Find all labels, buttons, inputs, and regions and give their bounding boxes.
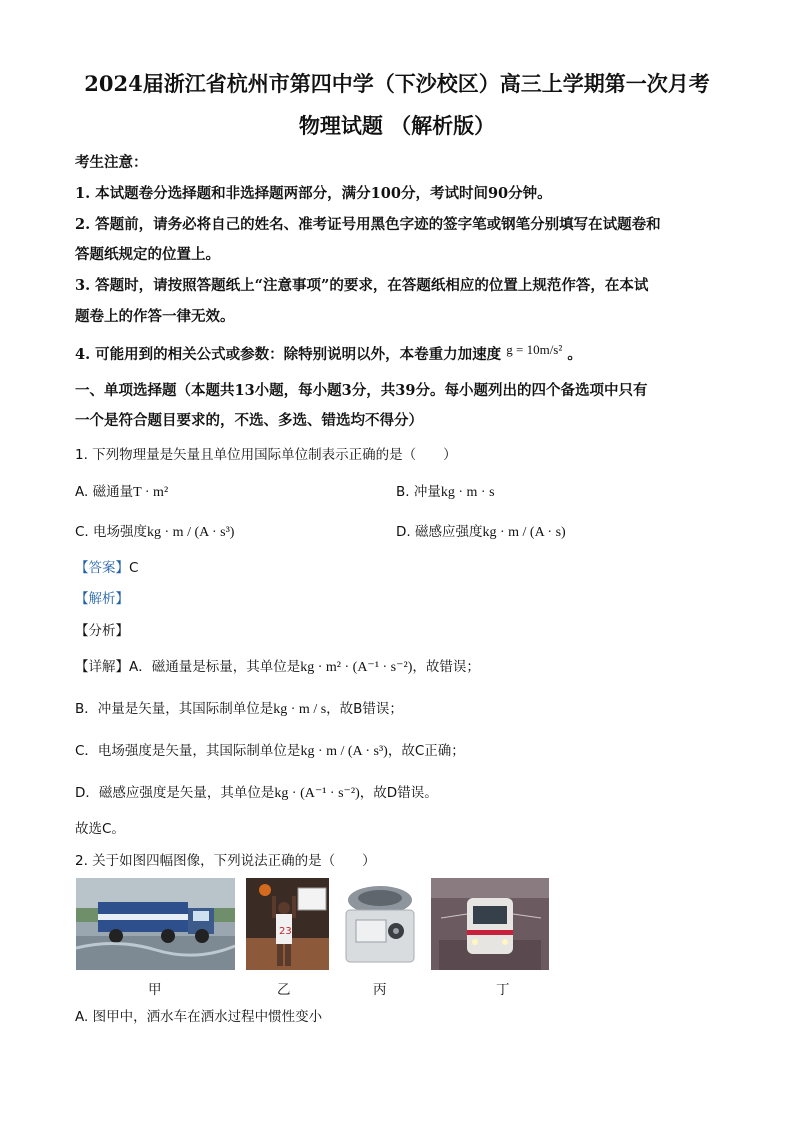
- q1-option-a-unit: T · m²: [133, 485, 169, 500]
- detail-b-text: B．冲量是矢量，其国际制单位是: [75, 701, 274, 717]
- q1-detail-c: [75, 739, 465, 760]
- q1-option-d-label: D. 磁感应强度: [396, 524, 483, 540]
- image-sprinkler-truck: [76, 878, 235, 970]
- q1-option-b-unit: kg · m · s: [440, 485, 495, 500]
- notice-item-4-text: 4. 可能用到的相关公式或参数：除特别说明以外，本卷重力加速度: [75, 346, 502, 363]
- q1-option-b: [396, 480, 495, 501]
- notice-heading: 考生注意：: [75, 154, 148, 171]
- q1-answer: [75, 556, 138, 576]
- notice-item-2b: 答题纸规定的位置上。: [75, 246, 220, 263]
- caption-bing: 丙: [373, 982, 387, 998]
- q2-stem: 2. 关于如图四幅图像，下列说法正确的是（ ）: [75, 853, 376, 869]
- q1-option-c-label: C. 电场强度: [75, 524, 148, 540]
- detail-d-unit: kg · (A⁻¹ · s⁻²): [274, 786, 360, 801]
- detail-a-text: A．磁通量是标量，其单位是: [129, 659, 301, 675]
- image-basketball-player: [246, 878, 329, 970]
- detail-tag: 【详解】: [75, 659, 129, 675]
- notice-item-4-end: 。: [567, 346, 582, 363]
- section-1-line-2: 一个是符合题目要求的，不选、多选、错选均不得分）: [75, 412, 423, 429]
- detail-a-end: ，故错误；: [412, 659, 480, 675]
- answer-value: C: [129, 560, 139, 576]
- q1-option-c: [75, 520, 234, 541]
- image-centrifuge: [338, 878, 421, 970]
- detail-b-end: ，故B错误；: [326, 701, 403, 717]
- q1-detail-b: [75, 697, 403, 718]
- q1-detail-d: [75, 781, 438, 802]
- notice-item-4: [75, 343, 582, 364]
- analysis-tag: 【解析】: [75, 591, 129, 607]
- q1-stem: 1. 下列物理量是矢量且单位用国际单位制表示正确的是（ ）: [75, 447, 457, 463]
- fenxi-tag: 【分析】: [75, 623, 129, 639]
- detail-c-text: C．电场强度是矢量，其国际制单位是: [75, 743, 301, 759]
- q1-option-d: [396, 520, 566, 541]
- svg-text:23: 23: [279, 926, 292, 937]
- q1-option-a: [75, 480, 168, 501]
- section-1-line-1: 一、单项选择题（本题共13小题，每小题3分，共39分。每小题列出的四个备选项中只有: [75, 382, 648, 399]
- detail-a-unit: kg · m² · (A⁻¹ · s⁻²): [300, 660, 413, 675]
- caption-yi: 乙: [277, 982, 291, 998]
- notice-item-3a: 3. 答题时，请按照答题纸上“注意事项”的要求，在答题纸相应的位置上规范作答，在本试: [75, 277, 649, 294]
- title-line-2: 物理试题 （解析版）: [298, 113, 496, 138]
- q1-option-a-label: A. 磁通量: [75, 484, 134, 500]
- title-line-1: 2024届浙江省杭州市第四中学（下沙校区）高三上学期第一次月考: [84, 71, 710, 96]
- caption-ding: 丁: [496, 982, 510, 998]
- q1-option-b-label: B. 冲量: [396, 484, 441, 500]
- image-train: [431, 878, 549, 970]
- detail-b-unit: kg · m / s: [273, 702, 327, 717]
- q1-conclusion: 故选C。: [75, 821, 125, 837]
- detail-c-unit: kg · m / (A · s³): [300, 744, 388, 759]
- detail-d-end: ，故D错误。: [359, 785, 438, 801]
- q1-option-c-unit: kg · m / (A · s³): [147, 525, 235, 540]
- detail-c-end: ，故C正确；: [387, 743, 465, 759]
- answer-tag: 【答案】: [75, 560, 129, 576]
- q1-detail-a: [75, 655, 480, 676]
- caption-jia: 甲: [148, 982, 162, 998]
- detail-d-text: D．磁感应强度是矢量，其单位是: [75, 785, 275, 801]
- notice-item-3b: 题卷上的作答一律无效。: [75, 308, 235, 325]
- q1-option-d-unit: kg · m / (A · s): [482, 525, 566, 540]
- q2-option-a: A. 图甲中，洒水车在洒水过程中惯性变小: [75, 1009, 323, 1025]
- notice-item-1: 1. 本试题卷分选择题和非选择题两部分，满分100分，考试时间90分钟。: [75, 185, 552, 202]
- notice-item-2a: 2. 答题前，请务必将自己的姓名、准考证号用黑色字迹的签字笔或钢笔分别填写在试题卷和: [75, 216, 661, 233]
- gravity-formula: g = 10m/s²: [506, 342, 563, 357]
